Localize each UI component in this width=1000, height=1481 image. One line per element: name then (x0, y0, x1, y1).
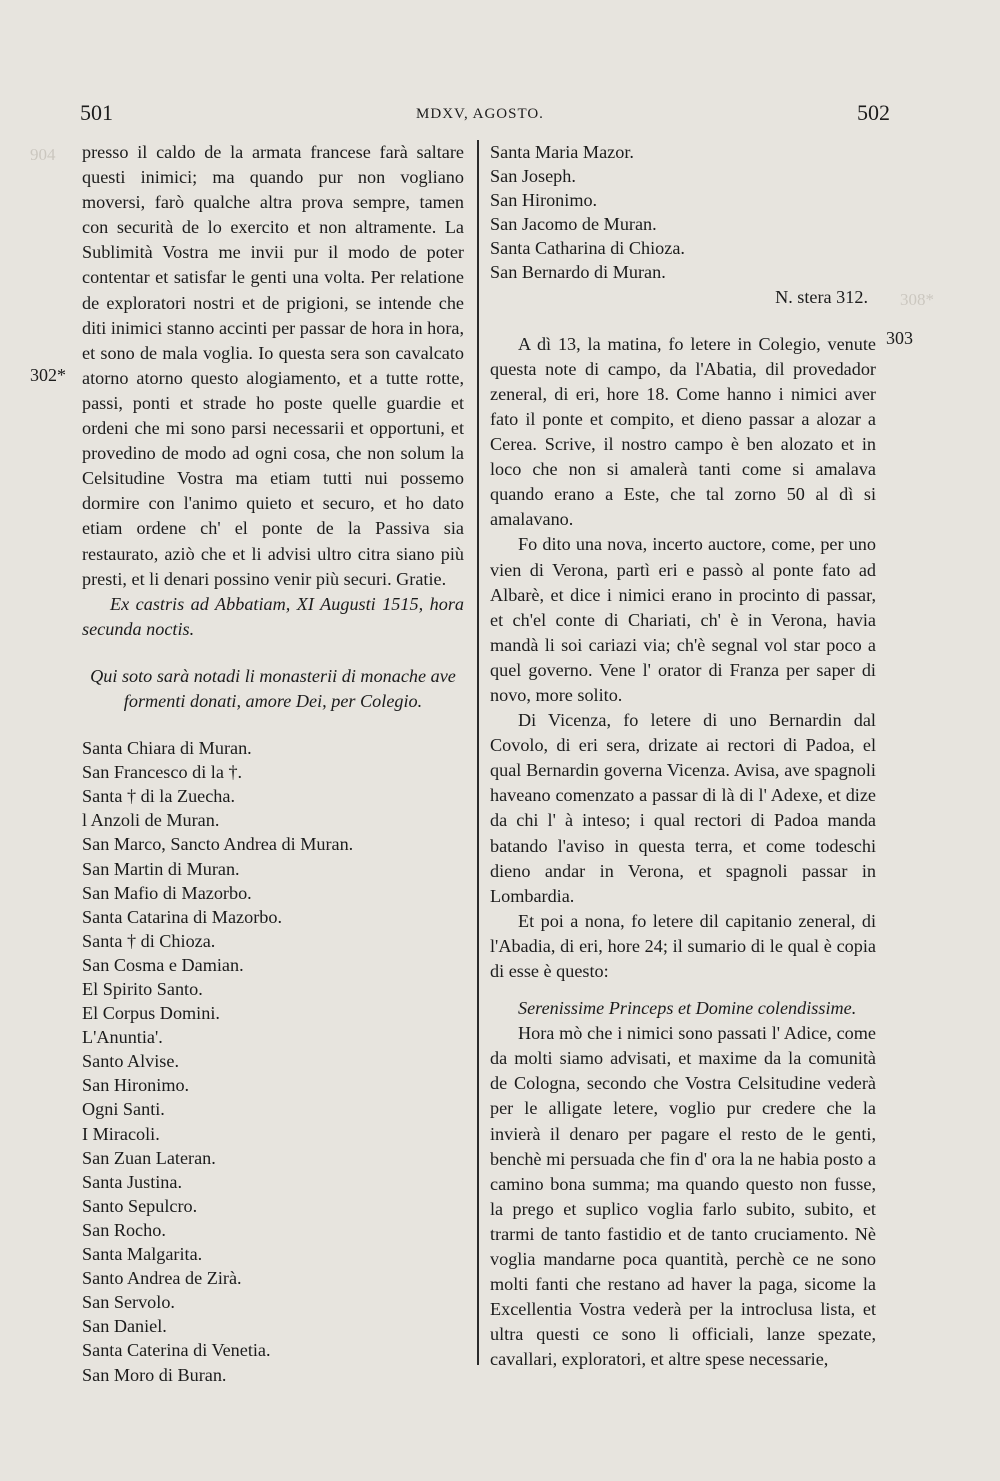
list-item: San Mafio di Mazorbo. (82, 882, 252, 903)
list-item: San Rocho. (82, 1219, 166, 1240)
list-item: Santa † di Chioza. (82, 930, 216, 951)
margin-note-right: 303 (886, 328, 913, 348)
list-item: Santo Alvise. (82, 1051, 180, 1072)
list-item: Santa Malgarita. (82, 1244, 203, 1265)
grain-total: N. stera 312. (775, 286, 868, 307)
letter-paragraph: Hora mò che i nimici sono passati l' Adice, come da molti siamo advisati, et maxime da la comunità de Cologna, secondo che Vostra Celsitudine vederà per le alligate letere, voglio pur credere che la invierà il denaro per pagare el resto de le genti, benchè mi persuada che fin d' ora la ne habia posto a camino bona summa; ma quando questo non fusse, la prego et suplico voglia farlo subito, subito, et trarmi de tanto fastidio et de tanto cruciamento. Nè voglia mandarne poca quantità, perchè ce ne sono molti fanti che restano ad haver la paga, sicome la Excellentia Vostra vederà per la introclusa lista, et ultra questi ce sono li officiali, lanze spezate, cavallari, exploratori, et altre spese necessarie, (490, 1023, 876, 1370)
list-item: Santo Sepulcro. (82, 1195, 198, 1216)
left-column (82, 140, 464, 1387)
monastery-list (82, 736, 464, 1387)
margin-note-left: 302* (30, 365, 66, 385)
entry-paragraph: Fo dito una nova, incerto auctore, come, per uno vien di Verona, partì eri e passò al ponte fato ad Albarè, et dice i nimici erano in procinto di passar, et ch'el conte di Chariati, ch' è in Verona, havia mandà li soi cariazi via; ch'è segnal vol star poco a quel governo. Vene l' orator di Franza per saper di novo, more solito. (490, 534, 876, 705)
show-through-right: 308* (900, 290, 934, 309)
left-page-number: 501 (80, 100, 113, 125)
page-header (70, 100, 890, 130)
list-item: Santo Andrea de Zirà. (82, 1268, 242, 1289)
list-item: L'Anuntia'. (82, 1027, 163, 1048)
entry-paragraph: A dì 13, la matina, fo letere in Colegio, venute questa note di campo, da l'Abatia, dil provedador zeneral, di eri, hore 18. Come hanno i nimici aver fato il ponte et compito, et dieno passar a alozar a Cerea. Scrive, il nostro campo è ben alozato et in loco che non si amalerà tanti come si amalava quando erano a Este, che tal zorno 50 al dì si amalavano. (490, 333, 876, 530)
list-item: Santa Chiara di Muran. (82, 738, 252, 759)
list-item: Santa Justina. (82, 1171, 183, 1192)
list-item: Santa Maria Mazor. (490, 142, 634, 162)
list-item: San Hironimo. (82, 1075, 190, 1096)
list-item: San Daniel. (82, 1316, 167, 1337)
show-through-left: 904 (30, 145, 56, 164)
monastery-list-heading: Qui soto sarà notadi li monasterii di monache ave formenti donati, amore Dei, per Colegio. (90, 665, 456, 711)
entry-paragraph: Di Vicenza, fo letere di uno Bernardin dal Covolo, di eri sera, drizate ai rectori di Padoa, el qual Bernardin governa Vicenza. Avisa, ave spagnoli haveano comenzato a passar di là di l' Adexe, et dize da chi l' à inteso; i qual rectori di Padoa manda batando l'aviso in questa terra, et come todeschi dieno andar in Verona, et spagnoli passar in Lombardia. (490, 710, 876, 906)
list-item: San Marco, Sancto Andrea di Muran. (82, 834, 354, 855)
right-column (490, 140, 876, 1373)
list-item: San Hironimo. (490, 190, 598, 211)
list-item: San Cosma e Damian. (82, 954, 244, 975)
list-item: San Zuan Lateran. (82, 1147, 216, 1168)
list-item: San Martin di Muran. (82, 858, 240, 879)
list-item: San Joseph. (490, 166, 576, 187)
list-item: Ogni Santi. (82, 1099, 165, 1120)
list-item: San Moro di Buran. (82, 1364, 227, 1385)
list-item: San Bernardo di Muran. (490, 262, 666, 283)
running-title: MDXV, AGOSTO. (416, 106, 544, 122)
list-item: San Francesco di la †. (82, 762, 243, 783)
list-item: Santa † di la Zuecha. (82, 786, 236, 807)
column-divider (477, 140, 479, 1365)
list-item: I Miracoli. (82, 1123, 160, 1144)
letter-closing: Ex castris ad Abbatiam, XI Augusti 1515, hora secunda noctis. (82, 593, 464, 639)
list-item: l Anzoli de Muran. (82, 810, 220, 831)
right-page-number: 502 (857, 100, 890, 125)
list-item: Santa Catarina di Mazorbo. (82, 906, 283, 927)
list-item: San Servolo. (82, 1292, 175, 1313)
letter-salutation: Serenissime Princeps et Domine colendissime. (518, 998, 857, 1019)
entry-paragraph: Et poi a nona, fo letere dil capitanio zeneral, di l'Abadia, di eri, hore 24; il sumario di le qual è copia di esse è questo: (490, 910, 876, 981)
list-item: San Jacomo de Muran. (490, 214, 657, 235)
list-item: Santa Caterina di Venetia. (82, 1340, 271, 1361)
list-item: El Spirito Santo. (82, 979, 203, 999)
letter-paragraph: presso il caldo de la armata francese farà saltare questi inimici; ma quando pur non vogliano moversi, farò qualche altra prova sempre, tamen con securità de lo exercito et non altramente. La Sublimità Vostra me invii pur il modo de poter contentar et satisfar le genti una volta. Per relatione de exploratori nostri et de prigioni, se intende che diti inimici stanno accinti per passar de hora in hora, et sono de mala voglia. Io questa sera son cavalcato atorno atorno questo alogiamento, et a tutte rotte, passi, ponti et strade ho poste quelle guardie et ordeni che mi sono parsi necessarii et opportuni, et provedino de modo ad ogni cosa, che non solum la Celsitudine Vostra ma etiam tutti nui possemo dormire con l'animo quieto et securo, et ho dato etiam ordene ch' el ponte de la Passiva sia restaurato, aziò che et li advisi ultro citra siano più presti, et li denari possino venir più securi. Gratie. (82, 142, 464, 589)
list-item: El Corpus Domini. (82, 1003, 220, 1024)
list-item: Santa Catharina di Chioza. (490, 238, 685, 259)
